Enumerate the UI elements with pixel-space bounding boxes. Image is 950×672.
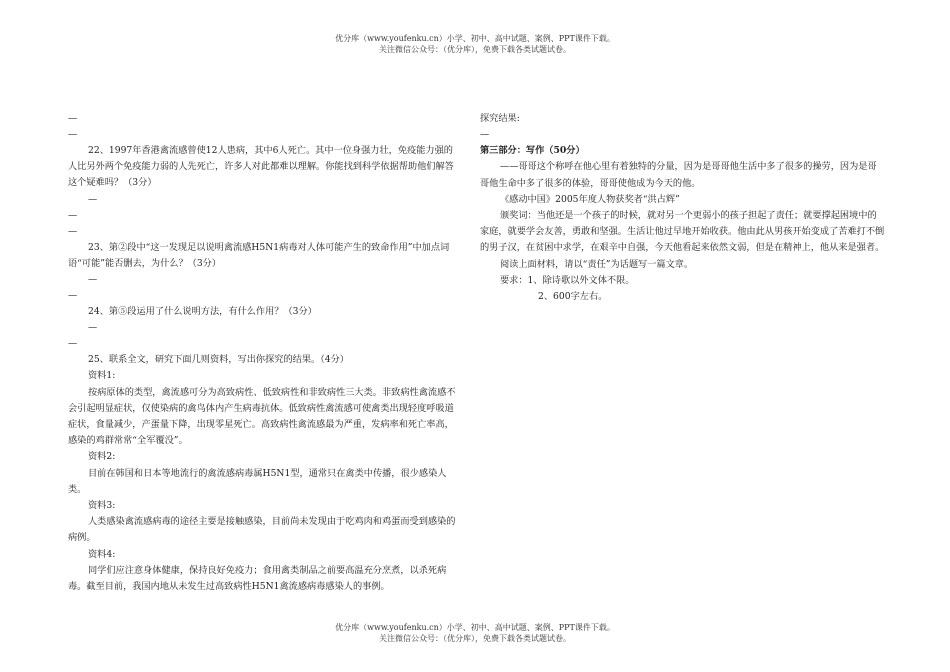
material-4-text: 同学们应注意身体健康，保持良好免疫力；食用禽类制品之前要高温充分烹煮，以杀死病毒。截至目前，我国内地从未发生过高致病性H5N1禽流感病毒感染人的事例。 (68, 564, 447, 593)
material-2-title: 资料2: (88, 451, 116, 463)
answer-line: — (68, 113, 78, 124)
explore-result-label: 探究结果: (480, 113, 520, 124)
material-2-text: 目前在韩国和日本等地流行的禽流感病毒属H5N1型，通常只在禽类中传播，很少感染人类。 (68, 467, 447, 495)
question-22: 22、1997年香港禽流感曾使12人患病，其中6人死亡。其中一位身强力壮，免疫能力强的人比另外两个免疫能力弱的人先死亡，许多人对此都难以理解。你能找到科学依据帮助他们解答这个疑难吗？（3分） (68, 145, 454, 189)
answer-line: — (68, 225, 78, 237)
page-header (0, 33, 950, 55)
material-3-title: 资料3: (88, 500, 116, 512)
answer-line: — (88, 322, 98, 334)
material-1-text: 按病原体的类型，禽流感可分为高致病性、低致病性和非致病性三大类。非致病性禽流感不会引起明显症状，仅使染病的禽鸟体内产生病毒抗体。低致病性禽流感可使禽类出现轻度呼吸道症状，食量减少，产蛋量下降，出现零星死亡。高致病性禽流感最为严重，发病率和死亡率高，感染的鸡群常常“全军覆没”。 (68, 386, 456, 447)
writing-prompt: 阅读上面材料，请以“责任”为话题写一篇文章。 (500, 258, 694, 270)
award-title: 《感动中国》2005年度人物获奖者“洪占辉” (500, 193, 680, 205)
question-23: 23、第②段中“这一发现足以说明禽流感H5N1病毒对人体可能产生的致命作用”中加点词语“可能”能否删去，为什么？（3分） (68, 241, 450, 269)
question-24: 24、第⑤段运用了什么说明方法，有什么作用？（3分） (88, 306, 317, 318)
left-column (68, 111, 458, 595)
question-25: 25、联系全文，研究下面几则资料，写出你探究的结果。（4分） (88, 354, 349, 366)
section-3-heading: 第三部分：写作（50分） (480, 145, 585, 157)
material-1-title: 资料1: (88, 370, 116, 382)
footer-line-2: 关注微信公众号：（优分库），免费下载各类试题试卷。 (379, 634, 571, 643)
requirement-1: 要求：1、除诗歌以外文体不限。 (500, 274, 635, 286)
answer-line: — (68, 209, 78, 221)
answer-line: — (68, 129, 78, 140)
right-column (480, 111, 885, 305)
header-line-2: 关注微信公众号：（优分库），免费下载各类试题试卷。 (379, 45, 571, 54)
footer-line-1: 优分库（www.youfenku.cn）小学、初中、高中试题、案例、PPT课件下载。 (335, 623, 615, 632)
material-4-title: 资料4: (88, 548, 116, 560)
answer-line: — (68, 290, 78, 302)
requirement-2: 2、600字左右。 (538, 291, 608, 303)
writing-material-intro: ——哥哥这个称呼在他心里有着独特的分量，因为是哥哥他生活中多了很多的操劳，因为是哥哥他生命中多了很多的体验，哥哥使他成为今天的他。 (480, 161, 877, 189)
answer-line: — (88, 274, 98, 286)
answer-line: — (68, 338, 78, 350)
material-3-text: 人类感染禽流感病毒的途径主要是接触感染，目前尚未发现由于吃鸡肉和鸡蛋而受到感染的病例。 (68, 516, 456, 544)
answer-line: — (88, 193, 98, 205)
answer-line: — (480, 129, 490, 141)
header-line-1: 优分库（www.youfenku.cn）小学、初中、高中试题、案例、PPT课件下载。 (335, 34, 615, 43)
page-footer (0, 622, 950, 644)
award-citation: 颁奖词：当他还是一个孩子的时候，就对另一个更弱小的孩子担起了责任；就要撑起困境中的家庭，就要学会友善，勇敢和坚强。生活让他过早地开始收获。他由此从男孩开始变成了苦难打不倒的男子汉，在贫困中求学，在艰辛中自强，今天他看起来依然文弱，但是在精神上，他从来是强者。 (480, 210, 885, 254)
